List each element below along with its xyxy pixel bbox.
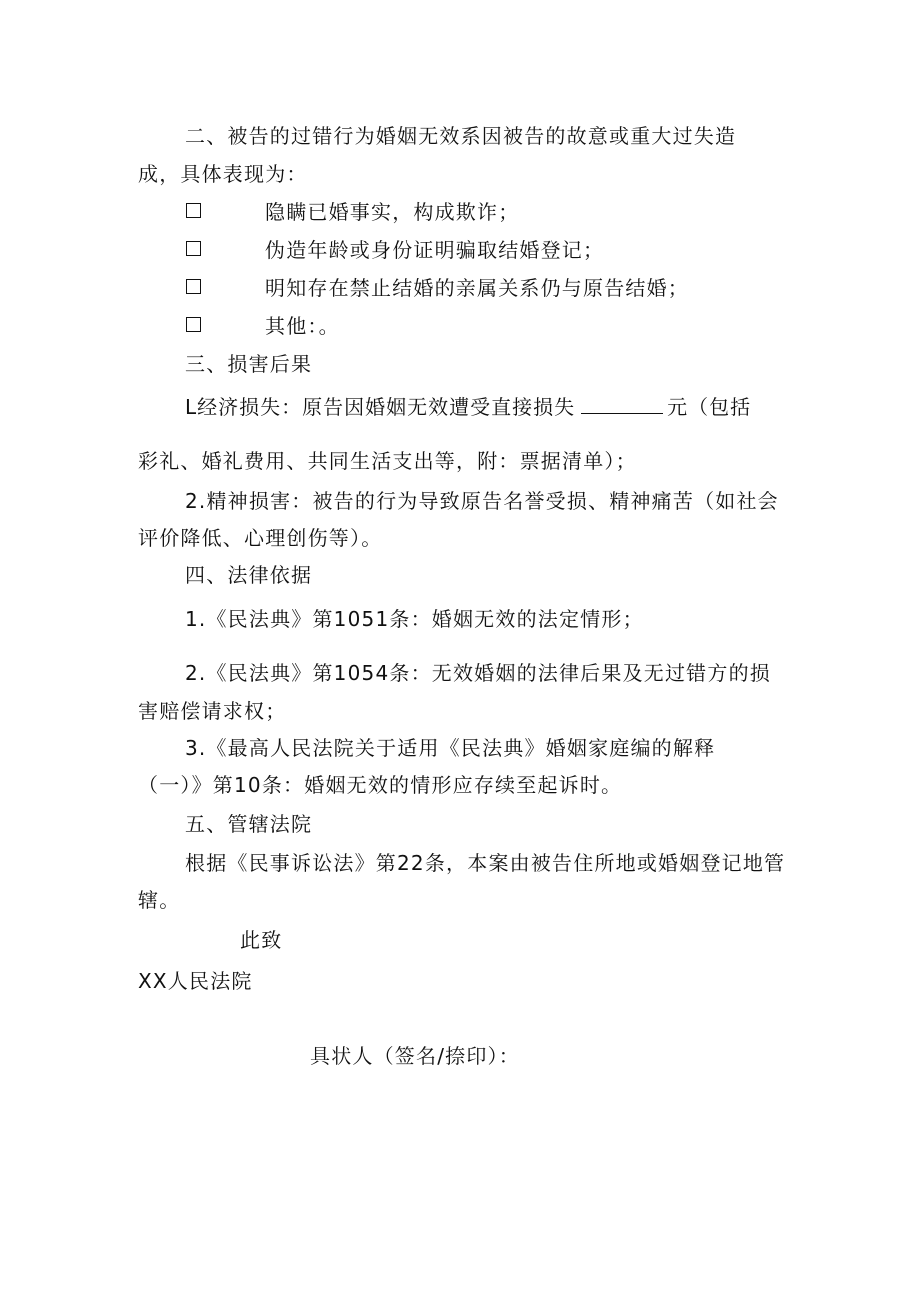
economic-loss-prefix: L经济损失：原告因婚姻无效遭受直接损失 <box>185 395 576 419</box>
mental-damage-line2: 评价降低、心理创伤等）。 <box>138 526 383 550</box>
option-checkbox-2[interactable] <box>186 241 201 256</box>
option-checkbox-3[interactable] <box>186 279 201 294</box>
option-label-2: 伪造年龄或身份证明骗取结婚登记； <box>265 238 605 262</box>
option-label-3: 明知存在禁止结婚的亲属关系仍与原告结婚； <box>265 276 689 300</box>
economic-loss-suffix: 元（包括 <box>667 395 752 419</box>
option-checkbox-4[interactable] <box>186 317 201 332</box>
economic-loss-line2: 彩礼、婚礼费用、共同生活支出等，附：票据清单）； <box>138 449 637 473</box>
section2-heading-line1: 二、被告的过错行为婚姻无效系因被告的故意或重大过失造 <box>185 124 737 148</box>
legal-basis-item-1: 1.《民法典》第1051条：婚姻无效的法定情形； <box>185 607 644 631</box>
signature-line: 具状人（签名/捺印）： <box>310 1044 520 1068</box>
section4-heading: 四、法律依据 <box>185 563 313 587</box>
jurisdiction-line2: 辖。 <box>138 888 181 912</box>
mental-damage-line1: 2.精神损害：被告的行为导致原告名誉受损、精神痛苦（如社会 <box>185 489 779 513</box>
section5-heading: 五、管辖法院 <box>185 812 313 836</box>
court-name: XX人民法院 <box>138 969 253 993</box>
salutation: 此致 <box>240 928 283 952</box>
economic-loss-line <box>185 393 751 421</box>
option-label-4: 其他：。 <box>265 314 340 338</box>
loss-amount-blank[interactable] <box>581 395 663 414</box>
legal-basis-item-2-line1: 2.《民法典》第1054条：无效婚姻的法律后果及无过错方的损 <box>185 661 771 685</box>
option-checkbox-1[interactable] <box>186 203 201 218</box>
section3-heading: 三、损害后果 <box>185 352 313 376</box>
legal-basis-item-3-line1: 3.《最高人民法院关于适用《民法典》婚姻家庭编的解释 <box>185 736 716 760</box>
legal-basis-item-2-line2: 害赔偿请求权； <box>138 699 287 723</box>
section2-heading-line2: 成，具体表现为： <box>138 162 308 186</box>
legal-basis-item-3-line2: （一）》第10条：婚姻无效的情形应存续至起诉时。 <box>138 773 623 797</box>
jurisdiction-line1: 根据《民事诉讼法》第22条，本案由被告住所地或婚姻登记地管 <box>185 851 786 875</box>
option-label-1: 隐瞒已婚事实，构成欺诈； <box>265 200 520 224</box>
